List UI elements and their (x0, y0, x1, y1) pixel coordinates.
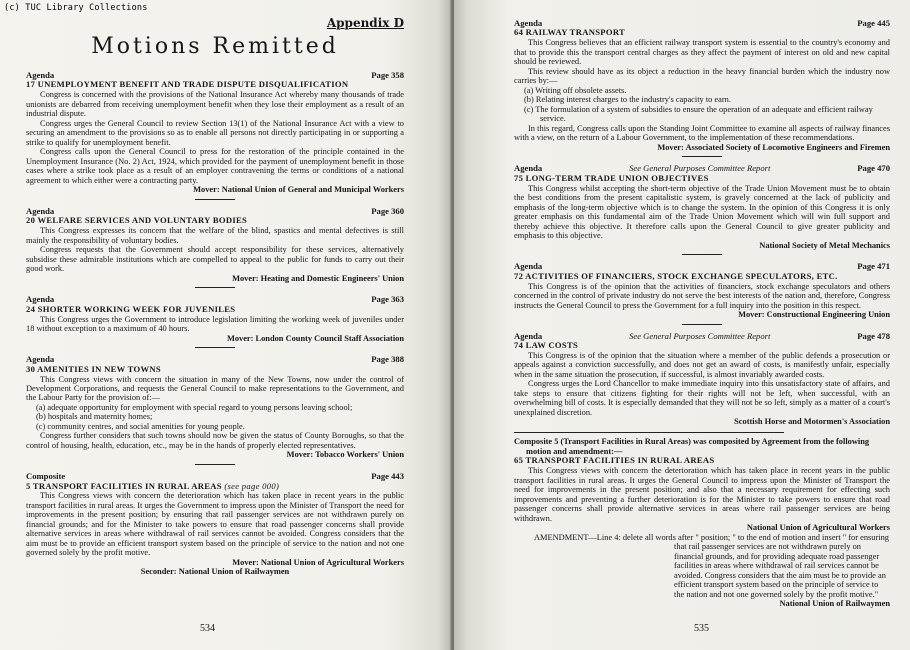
mover: Mover: National Union of Agricultural Workers (232, 557, 404, 567)
motion-title: 24 SHORTER WORKING WEEK FOR JUVENILES (26, 303, 236, 314)
list-item: (b) Relating interest charges to the industry's capacity to earn. (524, 95, 731, 105)
mover: National Union of Agricultural Workers (746, 523, 890, 533)
divider (682, 254, 722, 255)
motion-title: 75 LONG-TERM TRADE UNION OBJECTIVES (514, 172, 709, 183)
page-number: 534 (200, 623, 215, 634)
page-ref: Page 388 (371, 354, 404, 365)
composite-label: Composite (26, 471, 66, 482)
mover: Scottish Horse and Motormen's Association (734, 417, 890, 427)
page-ref: Page 363 (371, 294, 404, 305)
motion-paragraph: This Congress expresses its concern that the welfare of the blind, spastics and mental defectives is still mainly the responsibility of voluntary bodies. (26, 226, 404, 245)
motion-paragraph: In this regard, Congress calls upon the Standing Joint Committee to examine all aspects of railway finances with a view, on the return of a Labour Government, to the implementation of these recommendations. (514, 123, 890, 143)
agenda-label: Agenda (514, 261, 543, 272)
left-page (0, 0, 452, 650)
appendix-label: Appendix D (326, 16, 404, 30)
motion-17 (26, 71, 404, 200)
motion-paragraph: Congress calls upon the General Council to press for the restoration of the principle contained in the Unemployment Insurance (No. 2) Act, 1924, which provided for the payment of unemployment benefit in those cases where a strike took place as a result of an employer contravening the terms or conditions of a national agreement to which either were a contracting party. (26, 147, 404, 185)
mover: Mover: National Union of General and Municipal Workers (193, 185, 404, 195)
amendment-text: AMENDMENT—Line 4: delete all words after " position; " to the end of motion and insert " for ensuring that rail passenger services are not withdrawn purely on financial grounds, and for providing adequate road passenger facilities in areas where withdrawal of rail services cannot be avoided. Congress considers that the aim must be to provide an efficient transport system based on the principle of service to the nation and not one governed solely by the profit motive." (534, 532, 889, 599)
divider (195, 287, 235, 288)
mover: National Society of Metal Mechanics (759, 240, 890, 250)
motion-paragraph: This Congress views with concern the deterioration which has taken place in recent years in the public transport facilities in rural areas. It urges the General Council to impress upon the Minister of Transport the need for improvements in the present position; and also that a necessary requirement for effecting such improvements and preventing a further deterioration is for the Minister to take powers to ensure that road passenger concerns shall provide alternative services in areas where rail passenger services are being withdrawn. (514, 466, 890, 523)
page-ref: Page 471 (857, 261, 890, 272)
motion-paragraph: This Congress urges the Government to introduce legislation limiting the working week of juveniles under 18 without exception to a maximum of 40 hours. (26, 314, 404, 334)
item-list (26, 403, 404, 431)
item-list (514, 86, 890, 124)
page-ref: Page 478 (857, 330, 890, 341)
mover: Mover: London County Council Staff Association (226, 333, 404, 343)
agenda-label: Agenda (26, 205, 55, 216)
list-item: (a) adequate opportunity for employment with special regard to young persons leaving school; (36, 402, 353, 412)
divider (195, 199, 235, 200)
composite-5 (26, 472, 404, 577)
divider (195, 464, 235, 465)
divider (682, 156, 722, 157)
committee-ref: See General Purposes Committee Report (629, 163, 771, 174)
motion-30 (26, 355, 404, 465)
agenda-label: Agenda (26, 294, 55, 305)
page-title: Motions Remitted (91, 34, 339, 59)
divider (195, 347, 235, 348)
motion-paragraph: Congress urges the Lord Chancellor to make immediate inquiry into this unsatisfactory state of affairs, and take steps to ensure that citizens fighting for their rights will not be left, when successful, with an overwhelming bill of costs. It is especially demanded that they will not be so left, simply as a matter of a court's unexplained discretion. (514, 379, 890, 417)
amendment-mover: National Union of Railwaymen (779, 599, 890, 609)
motion-75 (514, 164, 890, 255)
motion-title: 17 UNEMPLOYMENT BENEFIT AND TRADE DISPUTE DISQUALIFICATION (26, 79, 349, 90)
motion-paragraph: Congress further considers that such towns should now be given the status of County Boroughs, so that the control of housing, health, education, etc., may be in the hands of properly elected representatives. (26, 431, 404, 450)
mover: Mover: Associated Society of Locomotive Engineers and Firemen (657, 142, 890, 152)
motion-24 (26, 295, 404, 348)
motion-paragraph: This Congress views with concern the deterioration which has taken place in recent years in the public transport facilities in rural areas. It urges the Government to impress upon the Minister of Transport the need for improvements in the present position; by ensuring that rail passenger services are not withdrawn purely on financial grounds; and for the Minister to take powers to ensure that road passenger concerns shall provide alternative services in areas where withdrawal of rail services cannot be avoided. Congress considers that the aim must be to provide an efficient transport system based on the principle of service to the nation and not one governed solely by the profit motive. (26, 491, 404, 558)
committee-ref: See General Purposes Committee Report (629, 330, 771, 341)
agenda-label: Agenda (514, 18, 543, 28)
page-ref: Page 358 (371, 70, 404, 80)
motion-title: 72 ACTIVITIES OF FINANCIERS, STOCK EXCHANGE SPECULATORS, ETC. (514, 270, 838, 281)
motion-74 (514, 332, 890, 433)
see-page-ref: (see page 000) (224, 480, 280, 491)
motion-paragraph: This Congress is of the opinion that the activities of financiers, stock exchange speculators and others concerned in the control of private industry do not serve the best interests of the nation and, therefore, Congress instructs the General Council to press the Government for a full inquiry into the position in this respect. (514, 281, 890, 310)
motion-title: 64 RAILWAY TRANSPORT (514, 27, 626, 38)
mover: Mover: Constructional Engineering Union (738, 309, 890, 319)
seconder: Seconder: National Union of Railwaymen (140, 567, 290, 577)
agenda-label: Agenda (514, 330, 543, 341)
motion-paragraph: Congress requests that the Government should accept responsibility for these services, alternatively subsidise these admirable institutions which are compelled to appeal to the public for funds to carry out their good work. (26, 245, 404, 274)
mover: Mover: Heating and Domestic Engineers' Union (232, 273, 404, 283)
page-number: 535 (694, 623, 709, 634)
page-ref: Page 445 (857, 18, 890, 28)
page-ref: Page 470 (857, 163, 890, 174)
list-item: (b) hospitals and maternity homes; (36, 412, 153, 422)
right-page (454, 0, 910, 650)
motion-64 (514, 19, 890, 157)
list-item: (a) Writing off obsolete assets. (524, 85, 627, 95)
motion-paragraph: This Congress believes that an efficient railway transport system is essential to the country's economy and that to provide this the transport central charges as they affect the payment of interest on old and new capital should be reviewed. (514, 38, 890, 67)
divider (682, 324, 722, 325)
list-item: (c) community centres, and social amenities for young people. (36, 421, 245, 431)
divider (514, 432, 784, 433)
motion-title (26, 482, 404, 492)
page-ref: Page 443 (371, 471, 404, 482)
motion-paragraph: Congress is concerned with the provisions of the National Insurance Act whereby many thousands of trade unionists are debarred from receiving unemployment benefit when they lose their employment as a result of an industrial dispute. (26, 90, 404, 119)
motion-title-text: 5 TRANSPORT FACILITIES IN RURAL AREAS (26, 480, 222, 491)
motion-title: 74 LAW COSTS (514, 340, 579, 351)
motion-20 (26, 207, 404, 288)
motion-65 (514, 456, 890, 608)
copyright-watermark: (c) TUC Library Collections (4, 3, 148, 13)
motion-72 (514, 262, 890, 324)
list-item: (c) The formulation of a system of subsidies to ensure the operation of an adequate and efficient railway service. (524, 104, 873, 124)
motion-title: 30 AMENITIES IN NEW TOWNS (26, 363, 162, 374)
motion-paragraph: This Congress is of the opinion that the situation where a member of the public defends a prosecution or appeals against a conviction successfully, and does not get an award of costs, is manifestly unfair, especially when in the same situation the prosecution, if successful, is almost invariably awarded costs. (514, 350, 890, 379)
motion-paragraph: This review should have as its object a reduction in the heavy financial burden which the industry now carries by:— (514, 66, 890, 86)
composite-note: Composite 5 (Transport Facilities in Rural Areas) was composited by Agreement from the following motion and amendment:— (514, 437, 870, 456)
mover: Mover: Tobacco Workers' Union (286, 450, 404, 460)
agenda-label: Agenda (26, 70, 55, 80)
motion-paragraph: Congress urges the General Council to review Section 13(1) of the National Insurance Act with a view to securing an amendment to the provisions so as to enable all persons not directly participating in or supporting a strike to qualify for unemployment benefit. (26, 118, 404, 147)
agenda-label: Agenda (26, 354, 55, 365)
agenda-label: Agenda (514, 163, 543, 174)
motion-paragraph: This Congress whilst accepting the short-term objective of the Trade Union Movement must be to obtain the best conditions from the present capitalistic system, is gravely concerned at the lack of publicity and emphasis of the long-term objective which is to change the system. In the opinion of this Congress it is only greater emphasis on this fundamental aim of the Trade Union Movement which will win full support and thereby achieve this objective. It therefore calls upon the General Council to give greater publicity and emphasis to this objective. (514, 183, 890, 241)
page-ref: Page 360 (371, 205, 404, 216)
motion-paragraph: This Congress views with concern the situation in many of the New Towns, now under the control of Development Corporations, and requests the General Council to make representations to the Government, and the Labour Party for the provision of:— (26, 374, 404, 403)
motion-title: 65 TRANSPORT FACILITIES IN RURAL AREAS (514, 455, 715, 466)
motion-title: 20 WELFARE SERVICES AND VOLUNTARY BODIES (26, 215, 248, 226)
